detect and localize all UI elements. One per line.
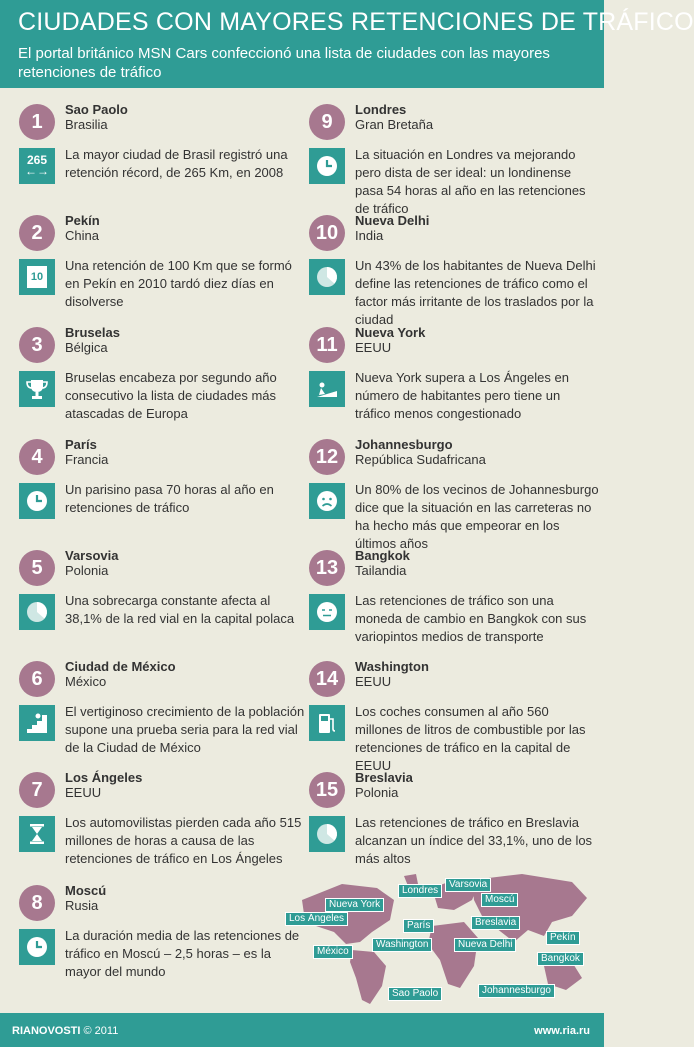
map-label: Moscú xyxy=(481,893,518,907)
city-name: Bangkok xyxy=(355,548,410,563)
city-name: Los Ángeles xyxy=(65,770,143,785)
country-name: Rusia xyxy=(65,898,99,913)
city-description: Un 43% de los habitantes de Nueva Delhi define las retenciones de tráfico como el factor más irritante de los traslados por la ciudad xyxy=(355,258,596,327)
website-link[interactable]: www.ria.ru xyxy=(534,1025,590,1037)
copyright: © 2011 xyxy=(83,1025,119,1037)
city-description: Los coches consumen al año 560 millones de litros de combustible por las retenciones de tráfico en la capital de EEUU xyxy=(355,704,586,773)
city-description: Un 80% de los vecinos de Johannesburgo dice que la situación en las carreteras no ha hecho más que empeorar en los últimos años xyxy=(355,482,599,551)
city-name: Johannesburgo xyxy=(355,437,453,452)
distance-265-icon: 265 ←→ xyxy=(19,148,55,184)
footer xyxy=(0,1013,604,1047)
map-label: Londres xyxy=(398,884,442,898)
map-label: Nueva Delhi xyxy=(454,938,516,952)
city-description: Los automovilistas pierden cada año 515 millones de horas a causa de las retenciones de tráfico en Los Ángeles xyxy=(65,815,302,866)
pie-chart-icon xyxy=(309,259,345,295)
brand-name: RIANOVOSTI xyxy=(12,1025,81,1037)
sad-face-icon xyxy=(309,483,345,519)
clock-icon xyxy=(309,148,345,184)
calendar-10-icon: 10 xyxy=(19,259,55,295)
country-name: India xyxy=(355,228,384,243)
city-name: Washington xyxy=(355,659,429,674)
city-name: Pekín xyxy=(65,213,100,228)
rank-badge: 7 xyxy=(19,772,55,808)
map-label: Bangkok xyxy=(537,952,584,966)
rank-badge: 3 xyxy=(19,327,55,363)
country-name: México xyxy=(65,674,107,689)
clock-icon xyxy=(19,483,55,519)
rank-badge: 4 xyxy=(19,439,55,475)
city-description: Nueva York supera a Los Ángeles en número de habitantes pero tiene un tráfico menos congestionado xyxy=(355,370,569,421)
country-name: Francia xyxy=(65,452,109,467)
city-name: Breslavia xyxy=(355,770,413,785)
map-label: Breslavia xyxy=(471,916,520,930)
country-name: Bélgica xyxy=(65,340,108,355)
hourglass-icon xyxy=(19,816,55,852)
rank-badge: 1 xyxy=(19,104,55,140)
city-name: Varsovia xyxy=(65,548,119,563)
country-name: China xyxy=(65,228,99,243)
country-name: EEUU xyxy=(355,674,392,689)
map-label: Varsovia xyxy=(445,878,491,892)
rank-badge: 6 xyxy=(19,661,55,697)
rank-badge: 9 xyxy=(309,104,345,140)
city-name: Nueva York xyxy=(355,325,426,340)
city-description: Un parisino pasa 70 horas al año en retenciones de tráfico xyxy=(65,482,274,515)
pie-chart-icon xyxy=(309,816,345,852)
city-name: Ciudad de México xyxy=(65,659,176,674)
rank-badge: 2 xyxy=(19,215,55,251)
clock-icon xyxy=(19,929,55,965)
header xyxy=(0,0,694,88)
city-description: Una sobrecarga constante afecta al 38,1% de la red vial en la capital polaca xyxy=(65,593,295,626)
map-label: Sao Paolo xyxy=(388,987,442,1001)
city-description: Bruselas encabeza por segundo año consecutivo la lista de ciudades más atascadas de Europa xyxy=(65,370,277,421)
city-description: El vertiginoso crecimiento de la población supone una prueba seria para la red vial de la Ciudad de México xyxy=(65,704,305,755)
map-label: París xyxy=(403,919,434,933)
map-label: México xyxy=(313,945,353,959)
country-name: EEUU xyxy=(355,340,392,355)
rank-badge: 15 xyxy=(309,772,345,808)
city-description: La mayor ciudad de Brasil registró una retención récord, de 265 Km, en 2008 xyxy=(65,147,288,180)
country-name: EEUU xyxy=(65,785,102,800)
map-label: Washington xyxy=(372,938,432,952)
city-description: Las retenciones de tráfico son una moneda de cambio en Bangkok con sus variopintos medios de transporte xyxy=(355,593,587,644)
country-name: Brasilia xyxy=(65,117,108,132)
page-title: CIUDADES CON MAYORES RETENCIONES DE TRÁFICO xyxy=(18,8,694,36)
map-label: Pekín xyxy=(546,931,580,945)
footer-brand xyxy=(12,1025,118,1037)
page-subtitle: El portal británico MSN Cars confeccionó una lista de ciudades con las mayores retenciones de tráfico xyxy=(18,45,550,81)
rank-badge: 11 xyxy=(309,327,345,363)
rank-badge: 13 xyxy=(309,550,345,586)
comparison-icon xyxy=(309,371,345,407)
city-description: La duración media de las retenciones de tráfico en Moscú – 2,5 horas – es la mayor del mundo xyxy=(65,928,300,979)
city-description: Una retención de 100 Km que se formó en Pekín en 2010 tardó diez días en disolverse xyxy=(65,258,292,309)
rank-badge: 8 xyxy=(19,885,55,921)
population-growth-icon xyxy=(19,705,55,741)
map-label: Nueva York xyxy=(325,898,384,912)
map-label: Los Ángeles xyxy=(285,912,348,926)
rank-badge: 14 xyxy=(309,661,345,697)
city-name: Londres xyxy=(355,102,407,117)
trophy-icon xyxy=(19,371,55,407)
rank-badge: 12 xyxy=(309,439,345,475)
pie-chart-icon xyxy=(19,594,55,630)
city-name: Sao Paolo xyxy=(65,102,128,117)
map-label: Johannesburgo xyxy=(478,984,555,998)
country-name: Polonia xyxy=(355,785,399,800)
rank-badge: 10 xyxy=(309,215,345,251)
city-description: La situación en Londres va mejorando pero dista de ser ideal: un londinense pasa 54 horas al año en las retenciones de tráfico xyxy=(355,147,586,216)
rank-badge: 5 xyxy=(19,550,55,586)
neutral-face-icon xyxy=(309,594,345,630)
city-name: Nueva Delhi xyxy=(355,213,430,228)
country-name: República Sudafricana xyxy=(355,452,486,467)
country-name: Polonia xyxy=(65,563,109,578)
city-description: Las retenciones de tráfico en Breslavia alcanzan un índice del 33,1%, uno de los más altos xyxy=(355,815,593,866)
country-name: Tailandia xyxy=(355,563,407,578)
city-name: Bruselas xyxy=(65,325,120,340)
fuel-pump-icon xyxy=(309,705,345,741)
country-name: Gran Bretaña xyxy=(355,117,434,132)
city-name: Moscú xyxy=(65,883,107,898)
city-name: París xyxy=(65,437,97,452)
